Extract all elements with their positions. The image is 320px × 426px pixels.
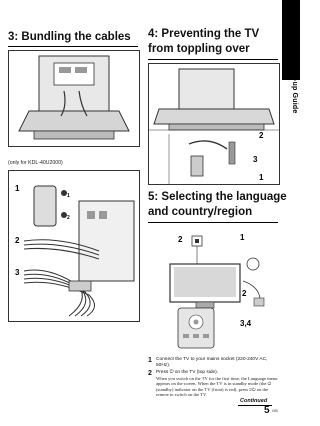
page-suffix: GB	[272, 408, 278, 413]
step-note: When you switch on the TV for the first time, the Language menu appears on the screen. When the TV is in standby mode (the ⏻ (standby) indicator on the TV (front) is red), press I/⏻ on the remote to switch on the TV.	[156, 375, 278, 397]
section-title-language-line2: and country/region	[148, 206, 253, 218]
callout-topple-3: 3	[253, 155, 258, 164]
continued-label: Continued	[240, 398, 268, 404]
callout-bundle-small-1: 1	[67, 193, 70, 199]
callout-lang-3-4: 3,4	[240, 319, 252, 328]
cable-bundle-illustration	[8, 170, 140, 322]
callout-topple-1: 1	[259, 173, 264, 182]
step-body	[156, 357, 278, 368]
tv-back-illustration	[8, 50, 140, 147]
tv-remote-illustration	[148, 226, 278, 349]
callout-bundle-3: 3	[15, 268, 20, 277]
callout-lang-2-top: 2	[178, 235, 183, 244]
setup-steps	[148, 357, 278, 399]
section-title-toppling-line2: from toppling over	[148, 43, 250, 55]
callout-bundle-1: 1	[15, 184, 20, 193]
step-number: 1	[148, 357, 152, 364]
callout-lang-2-remote: 2	[242, 289, 247, 298]
section-title-bundling: 3: Bundling the cables	[8, 31, 131, 43]
page-number: 5	[264, 405, 270, 416]
step-2	[148, 370, 278, 397]
step-text: Connect the TV to your mains socket (220-240V AC, 50Hz).	[156, 357, 268, 368]
bundling-caption: (only for KDL-40U2000)	[8, 160, 63, 166]
section-rule	[148, 222, 278, 223]
section-rule	[8, 46, 138, 47]
section-title-language-line1: 5: Selecting the language	[148, 191, 287, 203]
side-tab-label: Start-up Guide	[291, 62, 298, 114]
callout-lang-1: 1	[240, 233, 245, 242]
callout-bundle-2: 2	[15, 236, 20, 245]
section-rule	[148, 59, 278, 60]
step-text: Press ⏻ on the TV (top side).	[156, 370, 219, 376]
step-body	[156, 370, 278, 397]
section-title-toppling-line1: 4: Preventing the TV	[148, 28, 260, 40]
callout-bundle-small-2: 2	[67, 215, 70, 221]
step-1	[148, 357, 278, 368]
callout-topple-2: 2	[259, 131, 264, 140]
anti-topple-illustration	[148, 63, 280, 185]
step-number: 2	[148, 370, 152, 378]
